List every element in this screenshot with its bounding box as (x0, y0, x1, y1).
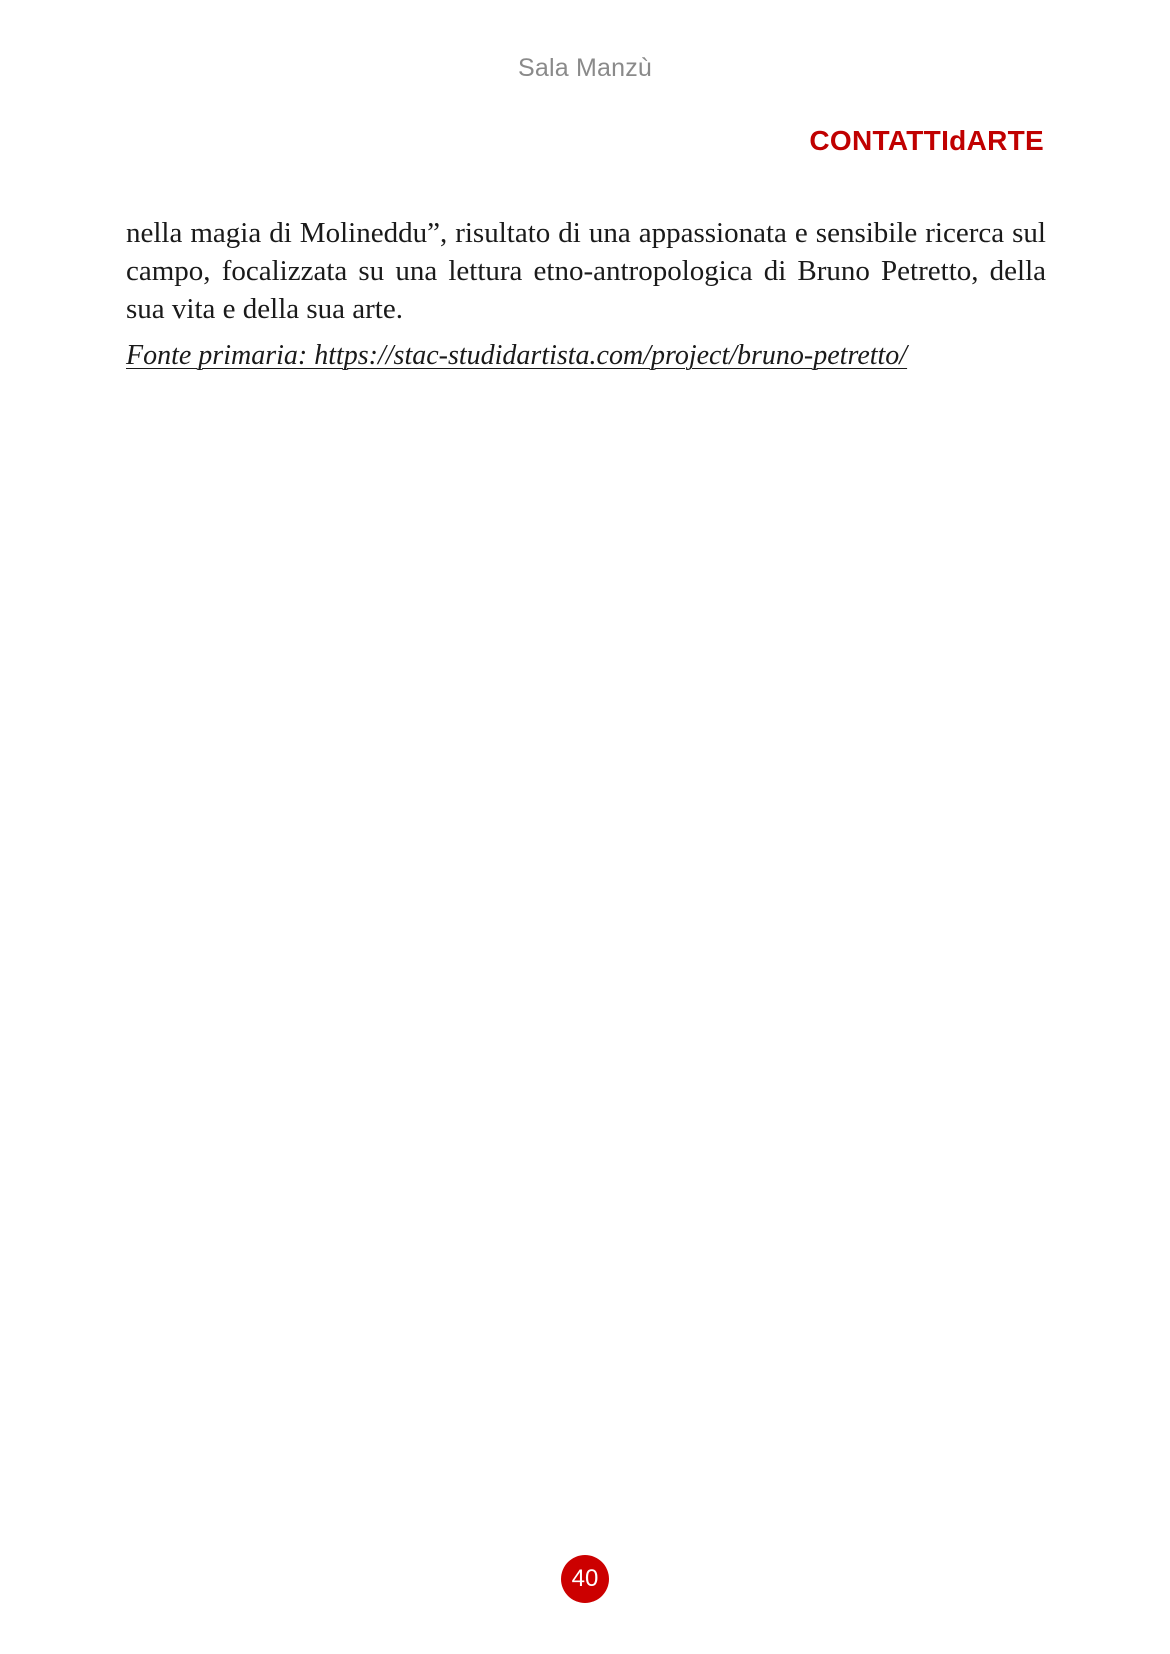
page-number-badge: 40 (561, 1555, 609, 1603)
source-link[interactable]: Fonte primaria: https://stac-studidartista.com/project/bruno-petretto/ (126, 340, 908, 371)
running-header: Sala Manzù (517, 54, 653, 82)
body-paragraph-block (126, 214, 1046, 328)
brand-label: CONTATTIdARTE (809, 125, 1044, 156)
body-paragraph: nella magia di Molineddu”, risultato di una appassionata e sensibile ricerca sul campo, focalizzata su una lettura etno-antropologica di Bruno Petretto, della sua vita e della sua arte. (126, 217, 1046, 325)
